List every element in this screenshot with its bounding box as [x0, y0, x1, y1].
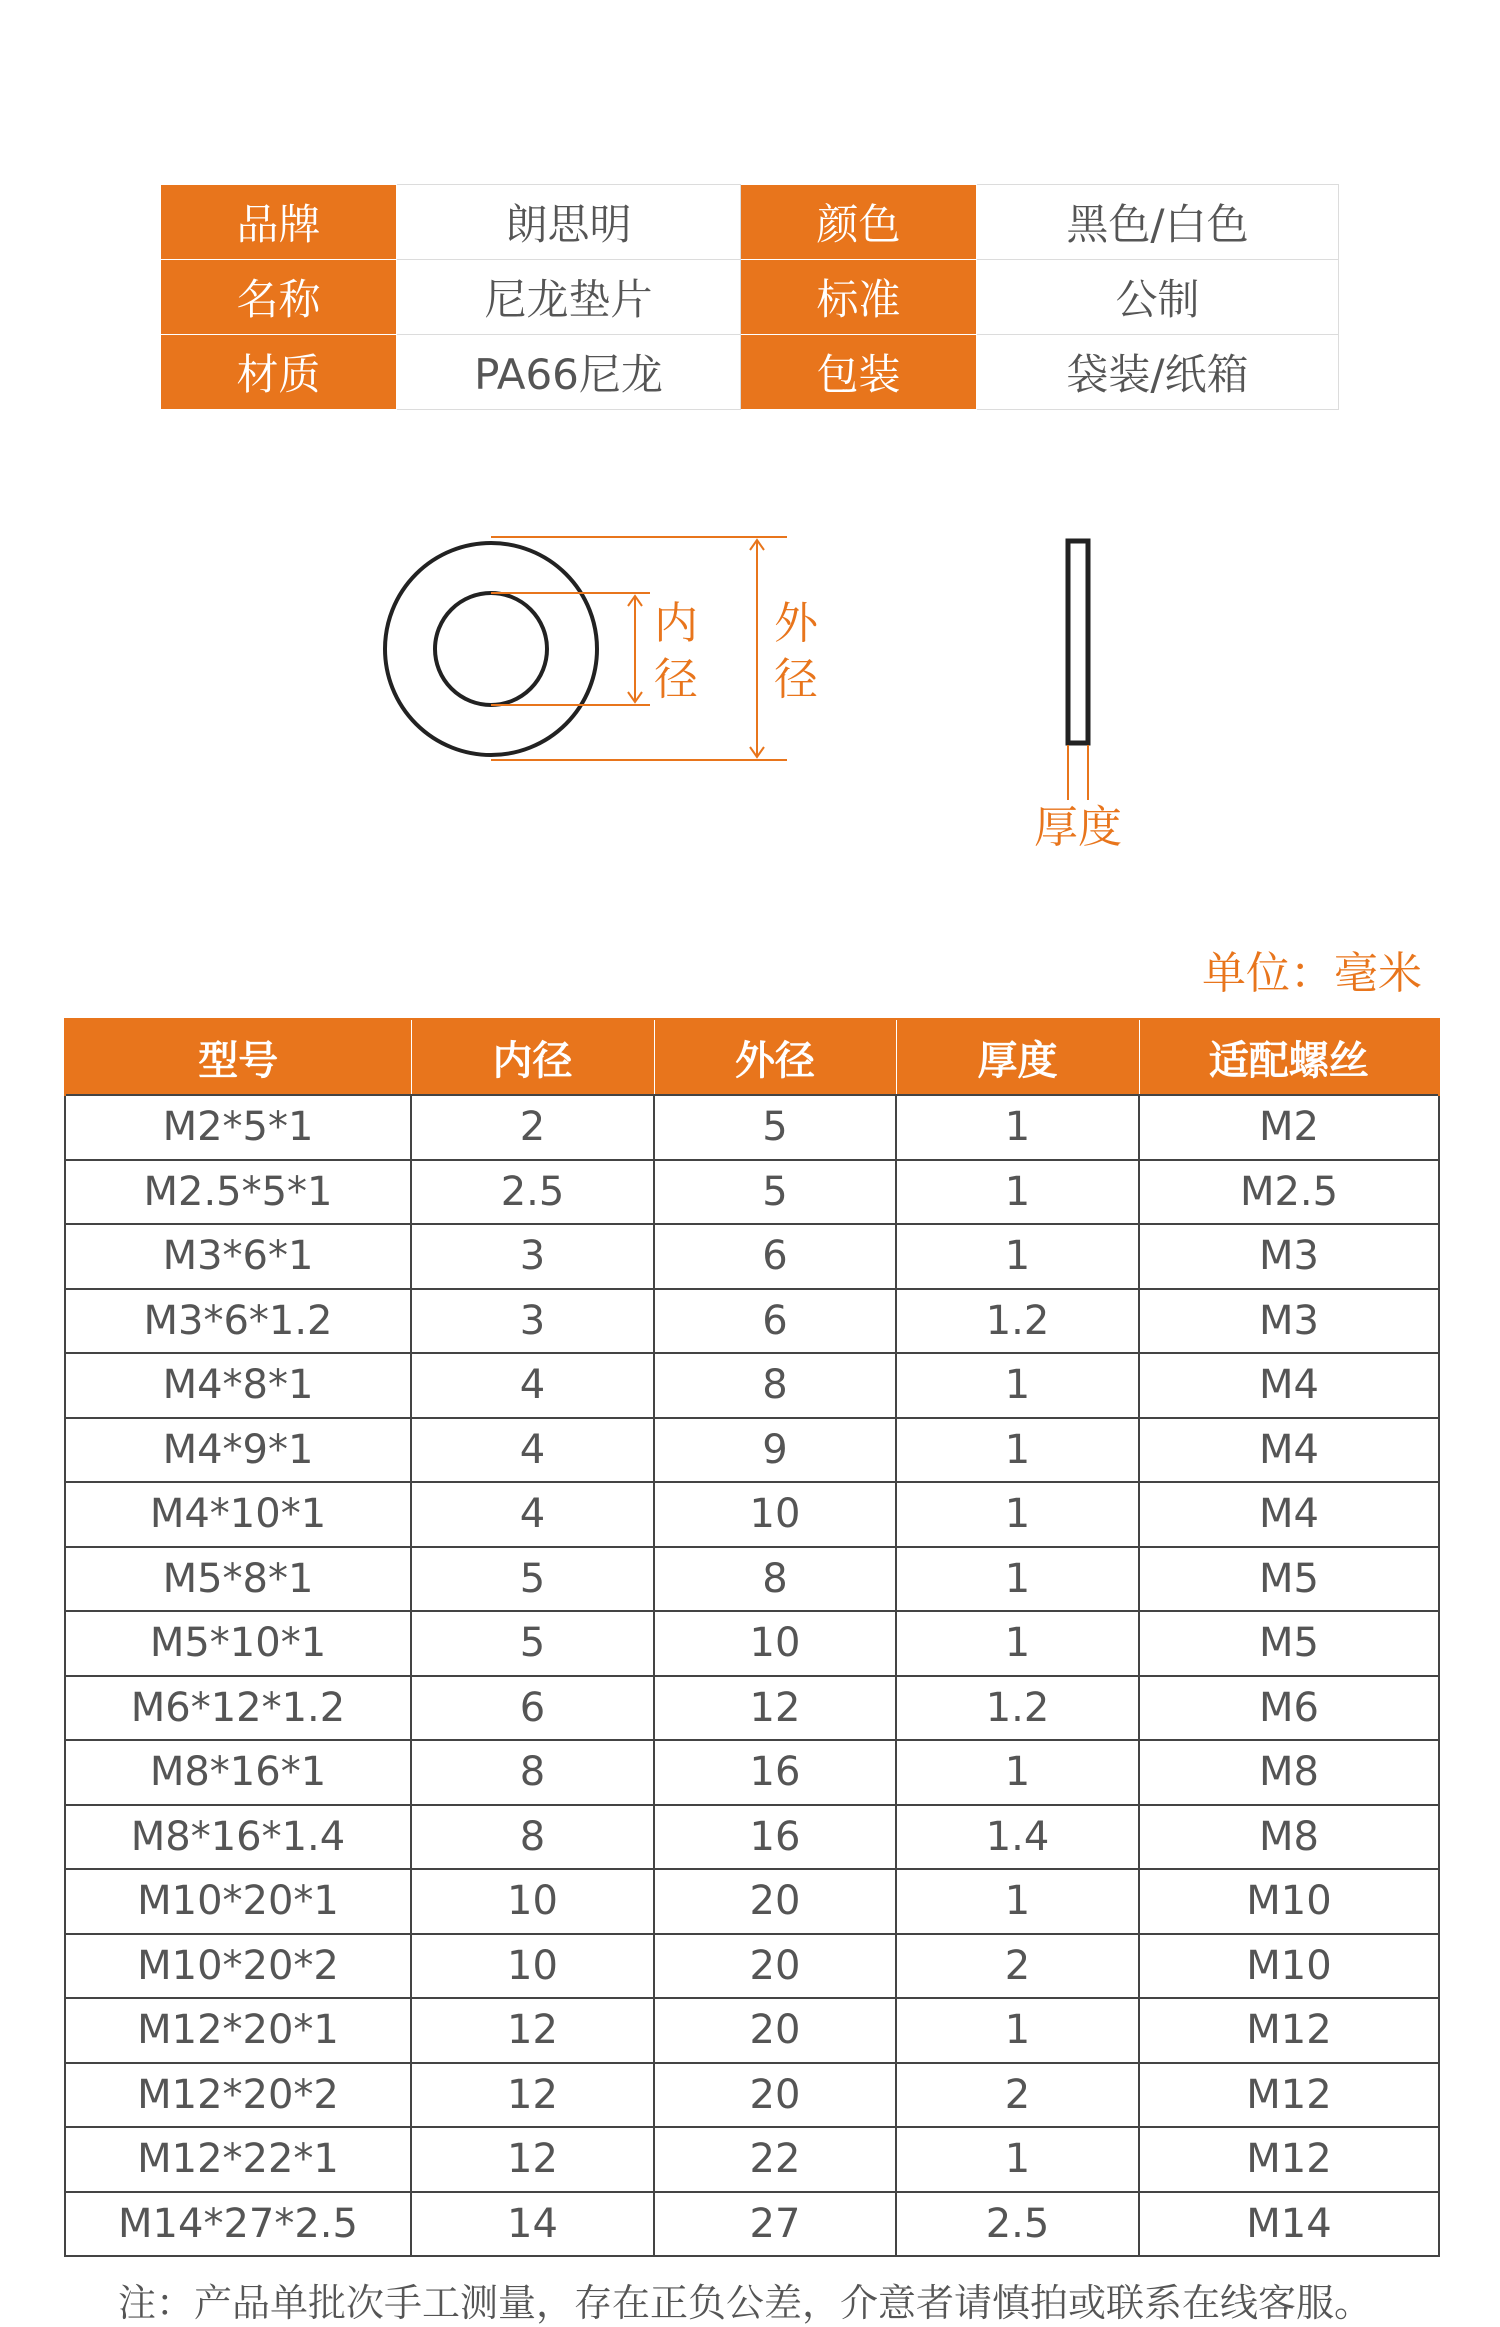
table-row — [65, 1740, 1439, 1805]
cell-outer-diameter: 12 — [654, 1676, 896, 1741]
cell-model: M3*6*1 — [65, 1224, 411, 1289]
table-row — [65, 2063, 1439, 2128]
inner-diameter-label — [654, 596, 698, 708]
cell-thickness: 1 — [896, 1869, 1139, 1934]
cell-thickness: 1 — [896, 1482, 1139, 1547]
table-row — [65, 1676, 1439, 1741]
attr-key: 品牌 — [161, 185, 397, 260]
label-char: 径 — [774, 654, 818, 705]
cell-outer-diameter: 16 — [654, 1740, 896, 1805]
cell-model: M6*12*1.2 — [65, 1676, 411, 1741]
cell-model: M12*20*1 — [65, 1998, 411, 2063]
header-outer-diameter: 外径 — [654, 1019, 896, 1095]
cell-thickness: 1.4 — [896, 1805, 1139, 1870]
cell-outer-diameter: 20 — [654, 1934, 896, 1999]
cell-outer-diameter: 9 — [654, 1418, 896, 1483]
cell-inner-diameter: 12 — [411, 2063, 654, 2128]
cell-outer-diameter: 20 — [654, 2063, 896, 2128]
washer-diagram — [0, 0, 1500, 900]
table-row — [65, 1934, 1439, 1999]
cell-model: M4*10*1 — [65, 1482, 411, 1547]
cell-thickness: 2 — [896, 2063, 1139, 2128]
attr-value: 朗思明 — [397, 185, 741, 260]
header-model: 型号 — [65, 1019, 411, 1095]
cell-inner-diameter: 12 — [411, 2127, 654, 2192]
cell-thickness: 1 — [896, 1611, 1139, 1676]
cell-outer-diameter: 8 — [654, 1547, 896, 1612]
cell-thickness: 1 — [896, 1998, 1139, 2063]
cell-outer-diameter: 10 — [654, 1611, 896, 1676]
attr-key: 材质 — [161, 335, 397, 410]
cell-outer-diameter: 22 — [654, 2127, 896, 2192]
cell-outer-diameter: 16 — [654, 1805, 896, 1870]
cell-inner-diameter: 6 — [411, 1676, 654, 1741]
arrow-head — [628, 692, 642, 702]
arrow-head — [750, 747, 764, 757]
cell-outer-diameter: 5 — [654, 1095, 896, 1160]
cell-inner-diameter: 4 — [411, 1353, 654, 1418]
outer-diameter-label — [774, 596, 818, 708]
header-thickness: 厚度 — [896, 1019, 1139, 1095]
table-row — [65, 1998, 1439, 2063]
table-row — [65, 1095, 1439, 1160]
cell-model: M5*8*1 — [65, 1547, 411, 1612]
arrow-head — [628, 596, 642, 606]
cell-screw: M10 — [1139, 1869, 1439, 1934]
cell-thickness: 1 — [896, 1740, 1139, 1805]
spec-table — [64, 1018, 1440, 2257]
attribute-row — [161, 335, 1339, 410]
cell-screw: M4 — [1139, 1418, 1439, 1483]
cell-inner-diameter: 4 — [411, 1418, 654, 1483]
cell-thickness: 2 — [896, 1934, 1139, 1999]
table-row — [65, 1869, 1439, 1934]
table-row — [65, 1418, 1439, 1483]
attr-value: 公制 — [977, 260, 1339, 335]
washer-outer-circle — [385, 543, 597, 755]
cell-thickness: 1 — [896, 1095, 1139, 1160]
cell-model: M14*27*2.5 — [65, 2192, 411, 2257]
washer-inner-circle — [435, 593, 547, 705]
cell-model: M10*20*2 — [65, 1934, 411, 1999]
cell-thickness: 1 — [896, 1160, 1139, 1225]
table-row — [65, 1805, 1439, 1870]
cell-outer-diameter: 20 — [654, 1998, 896, 2063]
cell-screw: M5 — [1139, 1611, 1439, 1676]
cell-screw: M14 — [1139, 2192, 1439, 2257]
cell-model: M3*6*1.2 — [65, 1289, 411, 1354]
cell-model: M4*9*1 — [65, 1418, 411, 1483]
attribute-row — [161, 260, 1339, 335]
spec-body — [65, 1095, 1439, 2256]
cell-inner-diameter: 4 — [411, 1482, 654, 1547]
cell-thickness: 2.5 — [896, 2192, 1139, 2257]
cell-model: M12*20*2 — [65, 2063, 411, 2128]
unit-label: 单位：毫米 — [1202, 948, 1422, 999]
cell-outer-diameter: 6 — [654, 1289, 896, 1354]
cell-screw: M8 — [1139, 1740, 1439, 1805]
cell-inner-diameter: 5 — [411, 1547, 654, 1612]
cell-inner-diameter: 5 — [411, 1611, 654, 1676]
cell-screw: M10 — [1139, 1934, 1439, 1999]
cell-outer-diameter: 20 — [654, 1869, 896, 1934]
cell-screw: M3 — [1139, 1289, 1439, 1354]
cell-screw: M2.5 — [1139, 1160, 1439, 1225]
cell-screw: M6 — [1139, 1676, 1439, 1741]
cell-thickness: 1 — [896, 2127, 1139, 2192]
attr-key: 名称 — [161, 260, 397, 335]
cell-model: M10*20*1 — [65, 1869, 411, 1934]
thickness-label: 厚度 — [1034, 802, 1122, 853]
table-row — [65, 2192, 1439, 2257]
cell-outer-diameter: 8 — [654, 1353, 896, 1418]
cell-screw: M8 — [1139, 1805, 1439, 1870]
cell-model: M5*10*1 — [65, 1611, 411, 1676]
cell-model: M8*16*1.4 — [65, 1805, 411, 1870]
attr-value: 尼龙垫片 — [397, 260, 741, 335]
attr-value: 黑色/白色 — [977, 185, 1339, 260]
footnote: 注：产品单批次手工测量，存在正负公差，介意者请慎拍或联系在线客服。 — [118, 2281, 1373, 2325]
cell-thickness: 1 — [896, 1353, 1139, 1418]
cell-thickness: 1 — [896, 1418, 1139, 1483]
cell-outer-diameter: 10 — [654, 1482, 896, 1547]
label-char: 外 — [774, 598, 818, 649]
cell-model: M8*16*1 — [65, 1740, 411, 1805]
table-row — [65, 1353, 1439, 1418]
cell-inner-diameter: 10 — [411, 1869, 654, 1934]
table-row — [65, 1547, 1439, 1612]
attr-value: 袋装/纸箱 — [977, 335, 1339, 410]
cell-inner-diameter: 10 — [411, 1934, 654, 1999]
table-row — [65, 1160, 1439, 1225]
cell-inner-diameter: 2 — [411, 1095, 654, 1160]
cell-inner-diameter: 3 — [411, 1224, 654, 1289]
attr-key: 颜色 — [741, 185, 977, 260]
cell-outer-diameter: 6 — [654, 1224, 896, 1289]
attr-key: 包装 — [741, 335, 977, 410]
cell-inner-diameter: 3 — [411, 1289, 654, 1354]
cell-inner-diameter: 8 — [411, 1740, 654, 1805]
attribute-table — [160, 184, 1339, 410]
cell-outer-diameter: 5 — [654, 1160, 896, 1225]
cell-inner-diameter: 12 — [411, 1998, 654, 2063]
cell-model: M4*8*1 — [65, 1353, 411, 1418]
cell-screw: M2 — [1139, 1095, 1439, 1160]
cell-outer-diameter: 27 — [654, 2192, 896, 2257]
header-screw: 适配螺丝 — [1139, 1019, 1439, 1095]
cell-screw: M4 — [1139, 1482, 1439, 1547]
cell-model: M2*5*1 — [65, 1095, 411, 1160]
cell-model: M12*22*1 — [65, 2127, 411, 2192]
cell-model: M2.5*5*1 — [65, 1160, 411, 1225]
cell-thickness: 1 — [896, 1547, 1139, 1612]
table-row — [65, 1611, 1439, 1676]
cell-thickness: 1.2 — [896, 1289, 1139, 1354]
cell-screw: M3 — [1139, 1224, 1439, 1289]
cell-inner-diameter: 8 — [411, 1805, 654, 1870]
label-char: 内 — [654, 598, 698, 649]
table-row — [65, 1289, 1439, 1354]
cell-screw: M4 — [1139, 1353, 1439, 1418]
table-row — [65, 1482, 1439, 1547]
cell-thickness: 1 — [896, 1224, 1139, 1289]
arrow-head — [750, 540, 764, 550]
cell-screw: M12 — [1139, 1998, 1439, 2063]
washer-side-view — [1068, 541, 1088, 743]
attr-key: 标准 — [741, 260, 977, 335]
cell-screw: M12 — [1139, 2127, 1439, 2192]
header-inner-diameter: 内径 — [411, 1019, 654, 1095]
washer-drawing — [0, 0, 1500, 900]
cell-screw: M12 — [1139, 2063, 1439, 2128]
table-row — [65, 2127, 1439, 2192]
attr-value: PA66尼龙 — [397, 335, 741, 410]
cell-screw: M5 — [1139, 1547, 1439, 1612]
cell-thickness: 1.2 — [896, 1676, 1139, 1741]
cell-inner-diameter: 2.5 — [411, 1160, 654, 1225]
spec-header-row — [65, 1019, 1439, 1095]
cell-inner-diameter: 14 — [411, 2192, 654, 2257]
label-char: 径 — [654, 654, 698, 705]
attribute-row — [161, 185, 1339, 260]
table-row — [65, 1224, 1439, 1289]
